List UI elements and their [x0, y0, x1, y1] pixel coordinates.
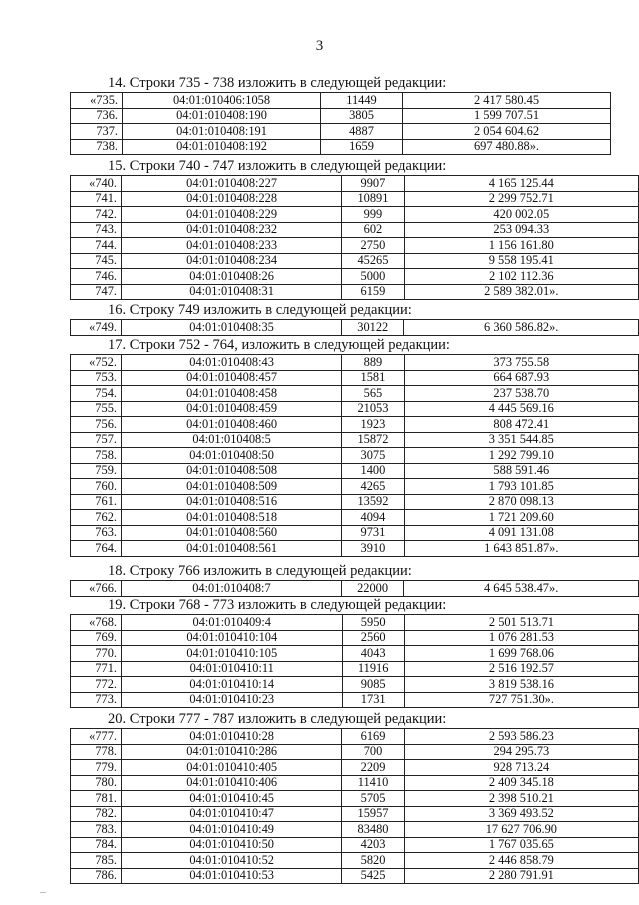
cadastral-cost: 1 699 768.06 — [404, 646, 638, 662]
table-row — [71, 108, 611, 124]
row-number: 758. — [71, 448, 122, 464]
row-number: 756. — [71, 417, 122, 433]
section-table — [70, 92, 611, 155]
area-value: 83480 — [342, 822, 404, 838]
cadastral-number: 04:01:010408:190 — [123, 108, 321, 124]
cadastral-number: 04:01:010408:232 — [121, 222, 341, 238]
cadastral-cost: 664 687.93 — [404, 370, 638, 386]
area-value: 11916 — [342, 661, 404, 677]
cadastral-cost: 17 627 706.90 — [404, 822, 638, 838]
row-number: 782. — [71, 806, 122, 822]
cadastral-cost: 3 351 544.85 — [404, 432, 638, 448]
row-number: 747. — [71, 284, 122, 300]
table-row — [71, 222, 639, 238]
area-value: 1731 — [342, 692, 404, 708]
table-row — [71, 139, 611, 155]
cadastral-cost: 727 751.30». — [404, 692, 638, 708]
area-value: 3805 — [321, 108, 403, 124]
area-value: 5950 — [342, 615, 404, 631]
cadastral-number: 04:01:010408:460 — [121, 417, 341, 433]
row-number: 753. — [71, 370, 122, 386]
row-number: 763. — [71, 525, 122, 541]
area-value: 45265 — [342, 253, 404, 269]
table-row — [71, 853, 639, 869]
section-table — [70, 319, 639, 336]
table-row — [71, 191, 639, 207]
cadastral-cost: 1 793 101.85 — [404, 479, 638, 495]
table-row — [71, 401, 639, 417]
table-row — [71, 207, 639, 223]
table-row — [71, 729, 639, 745]
cadastral-cost: 1 156 161.80 — [404, 238, 638, 254]
area-value: 9085 — [342, 677, 404, 693]
cadastral-number: 04:01:010408:560 — [121, 525, 341, 541]
cadastral-cost: 1 599 707.51 — [403, 108, 611, 124]
table-row — [71, 541, 639, 557]
cadastral-number: 04:01:010408:229 — [121, 207, 341, 223]
cadastral-number: 04:01:010408:227 — [121, 176, 341, 192]
cadastral-cost: 2 102 112.36 — [404, 269, 638, 285]
area-value: 2560 — [342, 630, 404, 646]
cadastral-number: 04:01:010408:228 — [121, 191, 341, 207]
row-number: 741. — [71, 191, 122, 207]
row-number: 746. — [71, 269, 122, 285]
area-value: 700 — [342, 744, 404, 760]
row-number: 736. — [71, 108, 123, 124]
cadastral-number: 04:01:010406:1058 — [123, 93, 321, 109]
area-value: 4094 — [342, 510, 404, 526]
section-table — [70, 614, 639, 708]
cadastral-number: 04:01:010408:35 — [122, 320, 342, 336]
table-row — [71, 525, 639, 541]
cadastral-cost: 4 445 569.16 — [404, 401, 638, 417]
section-table — [70, 728, 639, 884]
row-number: 742. — [71, 207, 122, 223]
table-row — [71, 806, 639, 822]
area-value: 4887 — [321, 124, 403, 140]
cadastral-number: 04:01:010408:31 — [121, 284, 341, 300]
cadastral-number: 04:01:010408:459 — [121, 401, 341, 417]
cadastral-number: 04:01:010408:5 — [121, 432, 341, 448]
cadastral-number: 04:01:010410:104 — [122, 630, 342, 646]
row-number: 779. — [71, 760, 122, 776]
cadastral-number: 04:01:010408:516 — [121, 494, 341, 510]
cadastral-number: 04:01:010408:43 — [121, 355, 341, 371]
row-number: «735. — [71, 93, 123, 109]
area-value: 4265 — [342, 479, 404, 495]
area-value: 889 — [342, 355, 404, 371]
table-row — [71, 791, 639, 807]
table-row — [71, 355, 639, 371]
area-value: 602 — [342, 222, 404, 238]
area-value: 565 — [342, 386, 404, 402]
cadastral-number: 04:01:010410:105 — [122, 646, 342, 662]
area-value: 15872 — [342, 432, 404, 448]
row-number: 759. — [71, 463, 122, 479]
area-value: 5425 — [342, 868, 404, 884]
row-number: «740. — [71, 176, 122, 192]
table-row — [71, 692, 639, 708]
row-number: 769. — [71, 630, 122, 646]
area-value: 2209 — [342, 760, 404, 776]
row-number: «749. — [71, 320, 122, 336]
cadastral-cost: 9 558 195.41 — [404, 253, 638, 269]
cadastral-cost: 1 767 035.65 — [404, 837, 638, 853]
section-heading: 15. Строки 740 - 747 изложить в следующей редакции: — [108, 158, 447, 174]
area-value: 21053 — [342, 401, 404, 417]
cadastral-cost: 1 076 281.53 — [404, 630, 638, 646]
cadastral-number: 04:01:010410:52 — [122, 853, 342, 869]
cadastral-number: 04:01:010408:509 — [121, 479, 341, 495]
table-row — [71, 370, 639, 386]
row-number: 760. — [71, 479, 122, 495]
cadastral-number: 04:01:010408:458 — [121, 386, 341, 402]
row-number: 772. — [71, 677, 122, 693]
table-row — [71, 238, 639, 254]
cadastral-cost: 4 165 125.44 — [404, 176, 638, 192]
cadastral-cost: 1 292 799.10 — [404, 448, 638, 464]
section-heading: 19. Строки 768 - 773 изложить в следующей редакции: — [108, 597, 447, 613]
table-row — [71, 677, 639, 693]
row-number: «766. — [71, 581, 122, 597]
table-row — [71, 448, 639, 464]
table-row — [71, 284, 639, 300]
table-row — [71, 386, 639, 402]
cadastral-cost: 928 713.24 — [404, 760, 638, 776]
row-number: «752. — [71, 355, 122, 371]
table-row — [71, 510, 639, 526]
section-heading: 14. Строки 735 - 738 изложить в следующей редакции: — [108, 75, 447, 91]
table-row — [71, 868, 639, 884]
cadastral-number: 04:01:010408:26 — [121, 269, 341, 285]
table-row — [71, 417, 639, 433]
row-number: 743. — [71, 222, 122, 238]
area-value: 2750 — [342, 238, 404, 254]
table-row — [71, 124, 611, 140]
table-row — [71, 269, 639, 285]
row-number: 738. — [71, 139, 123, 155]
cadastral-number: 04:01:010408:518 — [121, 510, 341, 526]
cadastral-number: 04:01:010410:45 — [122, 791, 342, 807]
cadastral-number: 04:01:010410:23 — [122, 692, 342, 708]
area-value: 6169 — [342, 729, 404, 745]
cadastral-cost: 253 094.33 — [404, 222, 638, 238]
cadastral-number: 04:01:010410:50 — [122, 837, 342, 853]
cadastral-number: 04:01:010408:7 — [122, 581, 342, 597]
cadastral-cost: 3 819 538.16 — [404, 677, 638, 693]
row-number: 762. — [71, 510, 122, 526]
area-value: 11410 — [342, 775, 404, 791]
table-row — [71, 479, 639, 495]
table-row — [71, 581, 639, 597]
table-row — [71, 646, 639, 662]
area-value: 10891 — [342, 191, 404, 207]
area-value: 3910 — [342, 541, 404, 557]
row-number: 761. — [71, 494, 122, 510]
area-value: 1923 — [342, 417, 404, 433]
cadastral-cost: 4 091 131.08 — [404, 525, 638, 541]
cadastral-number: 04:01:010410:11 — [122, 661, 342, 677]
cadastral-cost: 2 593 586.23 — [404, 729, 638, 745]
cadastral-cost: 2 299 752.71 — [404, 191, 638, 207]
cadastral-number: 04:01:010410:28 — [122, 729, 342, 745]
cadastral-cost: 6 360 586.82». — [404, 320, 639, 336]
cadastral-number: 04:01:010408:191 — [123, 124, 321, 140]
row-number: 764. — [71, 541, 122, 557]
cadastral-cost: 2 417 580.45 — [403, 93, 611, 109]
table-row — [71, 463, 639, 479]
table-row — [71, 760, 639, 776]
section-heading: 20. Строки 777 - 787 изложить в следующей редакции: — [108, 711, 447, 727]
row-number: 783. — [71, 822, 122, 838]
cadastral-cost: 808 472.41 — [404, 417, 638, 433]
cadastral-cost: 237 538.70 — [404, 386, 638, 402]
cadastral-cost: 1 721 209.60 — [404, 510, 638, 526]
table-row — [71, 744, 639, 760]
cadastral-number: 04:01:010408:457 — [121, 370, 341, 386]
row-number: 737. — [71, 124, 123, 140]
area-value: 5820 — [342, 853, 404, 869]
area-value: 1400 — [342, 463, 404, 479]
row-number: 744. — [71, 238, 122, 254]
table-row — [71, 494, 639, 510]
cadastral-cost: 2 409 345.18 — [404, 775, 638, 791]
table-row — [71, 253, 639, 269]
row-number: 773. — [71, 692, 122, 708]
table-row — [71, 93, 611, 109]
cadastral-cost: 373 755.58 — [404, 355, 638, 371]
cadastral-number: 04:01:010408:508 — [121, 463, 341, 479]
table-row — [71, 432, 639, 448]
scan-artifact — [40, 892, 46, 893]
area-value: 9731 — [342, 525, 404, 541]
area-value: 30122 — [342, 320, 404, 336]
cadastral-number: 04:01:010408:234 — [121, 253, 341, 269]
row-number: 778. — [71, 744, 122, 760]
cadastral-number: 04:01:010408:50 — [121, 448, 341, 464]
cadastral-cost: 420 002.05 — [404, 207, 638, 223]
cadastral-cost: 2 446 858.79 — [404, 853, 638, 869]
row-number: 781. — [71, 791, 122, 807]
cadastral-number: 04:01:010408:192 — [123, 139, 321, 155]
cadastral-number: 04:01:010410:53 — [122, 868, 342, 884]
cadastral-cost: 2 398 510.21 — [404, 791, 638, 807]
area-value: 5705 — [342, 791, 404, 807]
cadastral-cost: 2 054 604.62 — [403, 124, 611, 140]
cadastral-number: 04:01:010410:286 — [122, 744, 342, 760]
cadastral-cost: 2 501 513.71 — [404, 615, 638, 631]
table-row — [71, 176, 639, 192]
section-table — [70, 580, 639, 597]
cadastral-number: 04:01:010410:405 — [122, 760, 342, 776]
cadastral-cost: 2 870 098.13 — [404, 494, 638, 510]
cadastral-number: 04:01:010410:47 — [122, 806, 342, 822]
area-value: 5000 — [342, 269, 404, 285]
cadastral-cost: 2 516 192.57 — [404, 661, 638, 677]
section-heading: 16. Строку 749 изложить в следующей редакции: — [108, 302, 412, 318]
cadastral-number: 04:01:010409:4 — [122, 615, 342, 631]
page-number: 3 — [315, 38, 324, 54]
section-table — [70, 354, 639, 557]
table-row — [71, 320, 639, 336]
area-value: 15957 — [342, 806, 404, 822]
row-number: 785. — [71, 853, 122, 869]
area-value: 13592 — [342, 494, 404, 510]
area-value: 4043 — [342, 646, 404, 662]
area-value: 3075 — [342, 448, 404, 464]
area-value: 9907 — [342, 176, 404, 192]
row-number: 786. — [71, 868, 122, 884]
area-value: 22000 — [341, 581, 403, 597]
section-heading: 18. Строку 766 изложить в следующей редакции: — [108, 563, 412, 579]
row-number: 780. — [71, 775, 122, 791]
area-value: 6159 — [342, 284, 404, 300]
row-number: 784. — [71, 837, 122, 853]
cadastral-cost: 3 369 493.52 — [404, 806, 638, 822]
section-heading: 17. Строки 752 - 764, изложить в следующей редакции: — [108, 337, 450, 353]
table-row — [71, 661, 639, 677]
row-number: 745. — [71, 253, 122, 269]
cadastral-number: 04:01:010410:49 — [122, 822, 342, 838]
cadastral-cost: 4 645 538.47». — [404, 581, 639, 597]
row-number: 771. — [71, 661, 122, 677]
area-value: 4203 — [342, 837, 404, 853]
cadastral-cost: 697 480.88». — [403, 139, 611, 155]
row-number: 770. — [71, 646, 122, 662]
table-row — [71, 775, 639, 791]
cadastral-cost: 588 591.46 — [404, 463, 638, 479]
cadastral-cost: 294 295.73 — [404, 744, 638, 760]
cadastral-number: 04:01:010410:14 — [122, 677, 342, 693]
section-table — [70, 175, 639, 300]
table-row — [71, 822, 639, 838]
cadastral-number: 04:01:010408:233 — [121, 238, 341, 254]
cadastral-cost: 2 280 791.91 — [404, 868, 638, 884]
cadastral-number: 04:01:010408:561 — [121, 541, 341, 557]
area-value: 999 — [342, 207, 404, 223]
table-row — [71, 837, 639, 853]
row-number: «768. — [71, 615, 122, 631]
cadastral-cost: 2 589 382.01». — [404, 284, 638, 300]
table-row — [71, 630, 639, 646]
cadastral-cost: 1 643 851.87». — [404, 541, 638, 557]
row-number: 754. — [71, 386, 122, 402]
area-value: 1659 — [321, 139, 403, 155]
row-number: 757. — [71, 432, 122, 448]
row-number: «777. — [71, 729, 122, 745]
area-value: 11449 — [321, 93, 403, 109]
row-number: 755. — [71, 401, 122, 417]
table-row — [71, 615, 639, 631]
cadastral-number: 04:01:010410:406 — [122, 775, 342, 791]
area-value: 1581 — [342, 370, 404, 386]
